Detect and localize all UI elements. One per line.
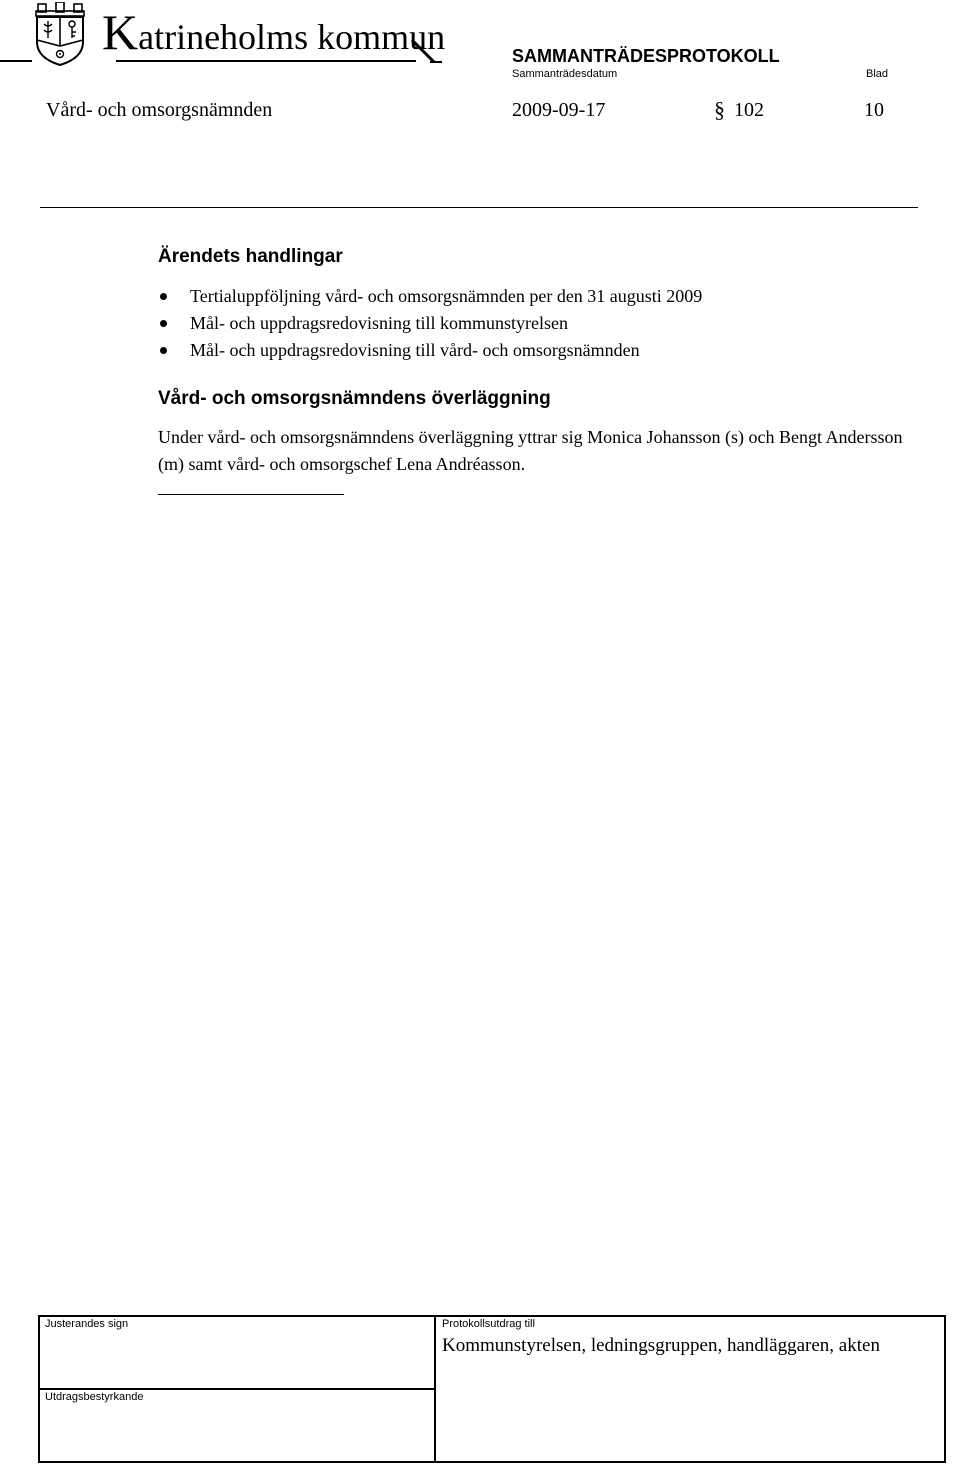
- list-item-text: Mål- och uppdragsredovisning till vård- och omsorgsnämnden: [190, 340, 640, 360]
- justification-sign-label: Justerandes sign: [45, 1318, 129, 1330]
- logo-rule-left: [0, 60, 32, 62]
- header-divider: [40, 207, 918, 208]
- organization-name-rest: atrineholms kommun: [138, 17, 446, 57]
- paragraph-number: 102: [734, 99, 764, 121]
- deliberation-paragraph: Under vård- och omsorgsnämndens överläggning yttrar sig Monica Johansson (s) och Bengt Andersson (m) samt vård- och omsorgschef Lena Andréasson.: [158, 427, 903, 474]
- documents-heading: Ärendets handlingar: [158, 246, 343, 267]
- document-type: SAMMANTRÄDESPROTOKOLL: [512, 46, 780, 66]
- copy-to-label: Protokollsutdrag till: [442, 1318, 535, 1330]
- bullet-icon: [160, 293, 167, 300]
- meeting-date-label: Sammanträdesdatum: [512, 68, 618, 80]
- deliberation-heading: Vård- och omsorgsnämndens överläggning: [158, 388, 551, 409]
- section-end-rule: [158, 494, 344, 495]
- logo-rule-right: [116, 60, 416, 62]
- page-number: 10: [864, 99, 884, 121]
- copy-recipients: Kommunstyrelsen, ledningsgruppen, handläggaren, akten: [442, 1335, 880, 1356]
- section-sign: §: [714, 97, 725, 122]
- logo-slash-mark: [410, 38, 442, 64]
- bullet-icon: [160, 347, 167, 354]
- certification-label: Utdragsbestyrkande: [45, 1391, 144, 1403]
- committee-name: Vård- och omsorgsnämnden: [46, 99, 273, 121]
- footer-divider-horizontal: [38, 1388, 436, 1390]
- meeting-date: 2009-09-17: [512, 99, 606, 121]
- municipal-coat-of-arms-icon: [32, 2, 88, 66]
- page-label: Blad: [866, 68, 889, 80]
- list-item-text: Tertialuppföljning vård- och omsorgsnämnden per den 31 augusti 2009: [190, 286, 703, 306]
- list-item-text: Mål- och uppdragsredovisning till kommunstyrelsen: [190, 313, 568, 333]
- bullet-icon: [160, 320, 167, 327]
- organization-initial: K: [102, 4, 139, 60]
- organization-name: [102, 4, 446, 60]
